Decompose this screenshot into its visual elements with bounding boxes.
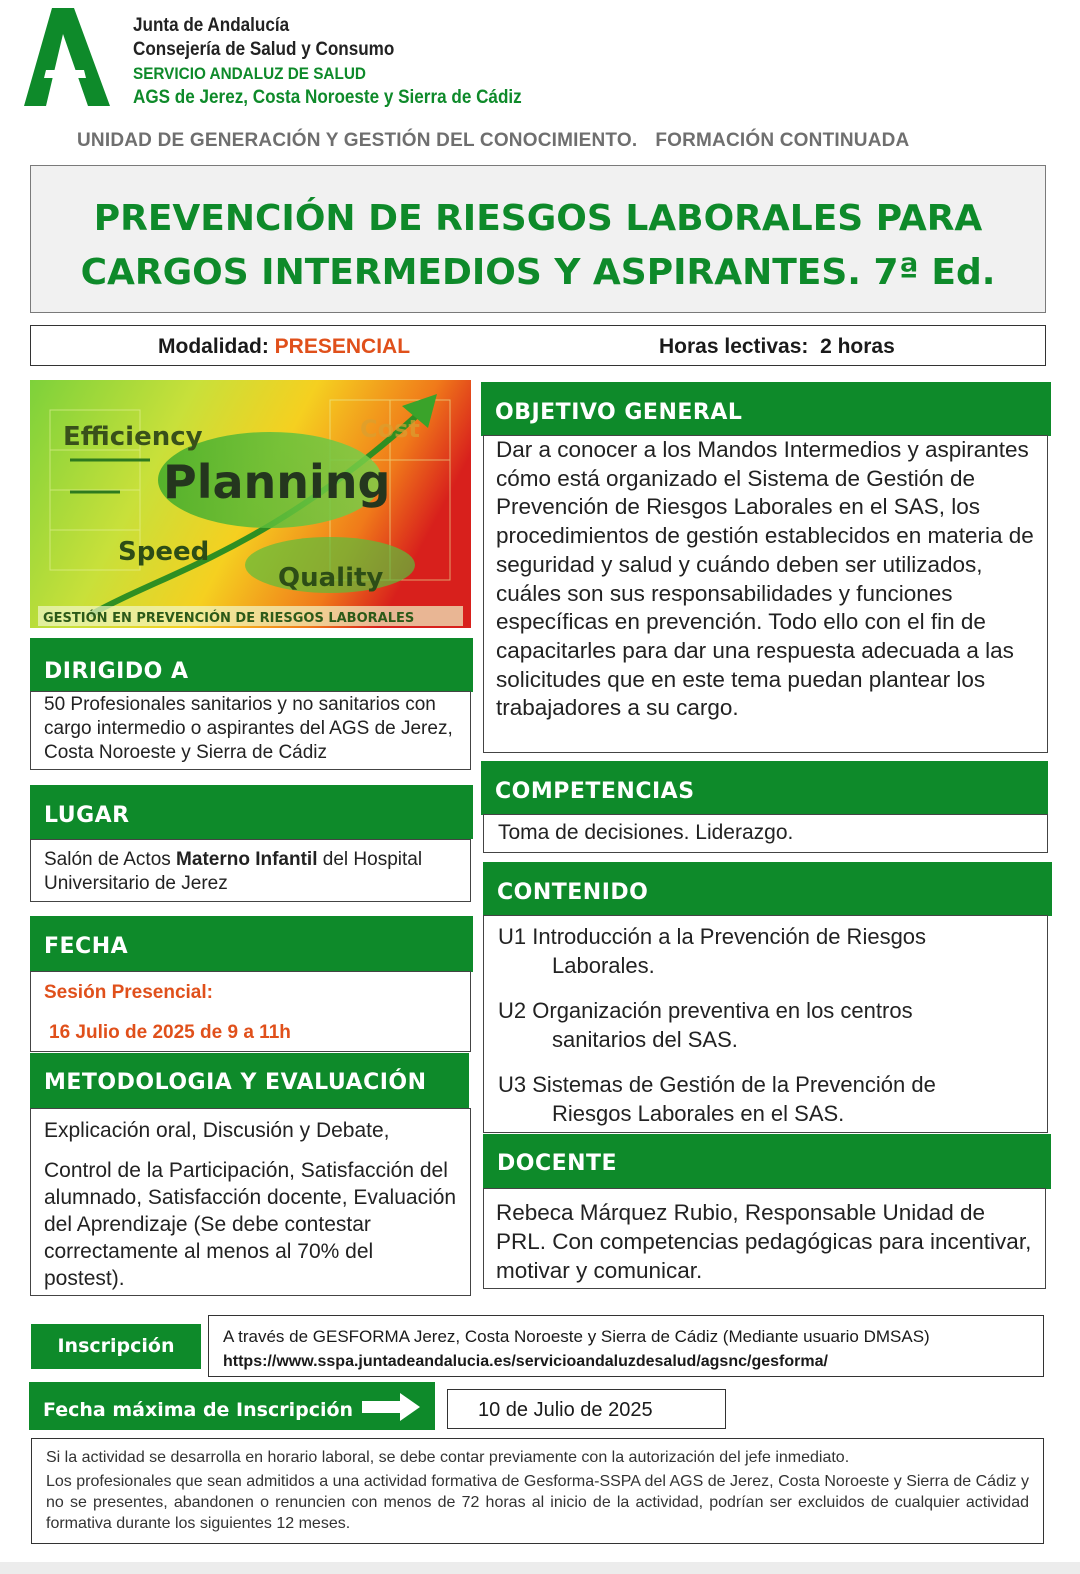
section-metodologia-heading: METODOLOGIA Y EVALUACIÓN [30, 1053, 469, 1109]
contenido-item [498, 922, 1037, 980]
contenido-item-text: Introducción a la Prevención de Riesgos [532, 924, 927, 949]
org-line-4: AGS de Jerez, Costa Noroeste y Sierra de Cádiz [133, 87, 522, 108]
section-dirigido-body [30, 691, 471, 770]
modality-value: PRESENCIAL [274, 335, 411, 358]
deadline-label: Fecha máxima de Inscripción [43, 1399, 354, 1421]
inscription-button[interactable]: Inscripción [31, 1324, 201, 1369]
contenido-item-cont: sanitarios del SAS. [552, 1027, 738, 1052]
modality-bar [30, 325, 1046, 366]
objetivo-text: Dar a conocer a los Mandos Intermedios y aspirantes cómo está organizado el Sistema de Gestión de Prevención de Riesgos Laborales en el SAS, los procedimientos de gestión establecidos en materia de seguridad y salud y cuándo deben ser utilizados, cuáles son sus responsabilidades y funciones específicas en prevención. Todo ello con el fin de capacitarles para dar una respuesta adecuada a las solicitudes que en este tema puedan plantear los trabajadores a su cargo. [496, 437, 1034, 721]
section-contenido-body [483, 915, 1048, 1133]
footer-notice [31, 1438, 1044, 1544]
illustration-caption: GESTIÓN EN PREVENCIÓN DE RIESGOS LABORALES [43, 611, 415, 626]
arrow-right-icon [362, 1392, 422, 1422]
section-fecha-heading: FECHA [30, 916, 473, 972]
metodologia-p1: Explicación oral, Discusión y Debate, [44, 1119, 390, 1142]
unit-subname: FORMACIÓN CONTINUADA [655, 130, 910, 151]
org-line-3: SERVICIO ANDALUZ DE SALUD [133, 64, 366, 83]
fecha-value: 16 Julio de 2025 de 9 a 11h [49, 1022, 291, 1043]
lugar-text-a: Salón de Actos [44, 849, 177, 870]
planning-illustration [30, 380, 471, 628]
unit-name: UNIDAD DE GENERACIÓN Y GESTIÓN DEL CONOCIMIENTO. [77, 130, 638, 151]
deadline-value: 10 de Julio de 2025 [447, 1389, 726, 1429]
title-line-2: CARGOS INTERMEDIOS Y ASPIRANTES. 7ª Ed. [80, 252, 996, 293]
junta-andalucia-logo [24, 8, 110, 108]
inscription-info [208, 1315, 1044, 1377]
illustration-word-cost: Cost [360, 415, 420, 443]
section-fecha-body [30, 971, 471, 1052]
title-line-1: PREVENCIÓN DE RIESGOS LABORALES PARA [93, 198, 983, 239]
org-line-2: Consejería de Salud y Consumo [133, 39, 395, 60]
section-contenido-heading: CONTENIDO [483, 862, 1052, 916]
illustration-word-speed: Speed [118, 537, 210, 567]
illustration-word-quality: Quality [278, 563, 384, 593]
unit-heading [77, 130, 927, 152]
section-competencias-heading: COMPETENCIAS [481, 761, 1048, 815]
contenido-item-text: Sistemas de Gestión de la Prevención de [532, 1072, 936, 1097]
section-dirigido-heading: DIRIGIDO A [30, 638, 473, 692]
contenido-item-code: U1 [498, 924, 527, 949]
section-lugar-heading: LUGAR [30, 785, 473, 839]
section-lugar-body [30, 839, 471, 902]
fecha-label: Sesión Presencial: [44, 982, 213, 1003]
contenido-item-code: U2 [498, 998, 527, 1023]
inscription-link[interactable]: https://www.sspa.juntadeandalucia.es/servicioandaluzdesalud/agsnc/gesforma/ [223, 1353, 828, 1370]
hours [659, 335, 895, 359]
section-competencias-body [483, 814, 1048, 853]
docente-text: Rebeca Márquez Rubio, Responsable Unidad de PRL. Con competencias pedagógicas para incentivar, motivar y comunicar. [496, 1200, 1032, 1283]
contenido-item-code: U3 [498, 1072, 527, 1097]
dirigido-text: 50 Profesionales sanitarios y no sanitarios con cargo intermedio o aspirantes del AGS de Jerez, Costa Noroeste y Sierra de Cádiz [44, 694, 453, 763]
footer-notice-p1: Si la actividad se desarrolla en horario laboral, se debe contar previamente con la autorización del jefe inmediato. [46, 1449, 850, 1466]
footer-notice-p2: Los profesionales que sean admitidos a una actividad formativa de Gesforma-SSPA del AGS de Jerez, Costa Noroeste y Sierra de Cádiz y no se presentes, abandonen o renuncien con menos de 72 horas al inicio de la actividad, podrían ser excluidos de cualquier actividad formativa durante los siguientes 12 meses. [46, 1473, 1029, 1532]
deadline-label-box [29, 1382, 435, 1430]
org-line-1: Junta de Andalucía [133, 15, 290, 36]
section-docente-body [483, 1188, 1046, 1289]
hours-value: 2 horas [820, 335, 895, 358]
contenido-item-text: Organización preventiva en los centros [532, 998, 913, 1023]
contenido-item-cont: Riesgos Laborales en el SAS. [552, 1101, 845, 1126]
lugar-text-b: Materno Infantil [176, 849, 318, 870]
section-objetivo-heading: OBJETIVO GENERAL [481, 382, 1051, 436]
inscription-text: A través de GESFORMA Jerez, Costa Noroeste y Sierra de Cádiz (Mediante usuario DMSAS) [223, 1327, 930, 1346]
section-objetivo-body [483, 435, 1048, 753]
lugar-text [44, 848, 458, 896]
illustration-word-planning: Planning [163, 455, 391, 509]
competencias-text: Toma de decisiones. Liderazgo. [498, 821, 794, 844]
illustration-word-efficiency: Efficiency [63, 422, 203, 452]
section-docente-heading: DOCENTE [483, 1134, 1051, 1189]
contenido-item [498, 996, 1037, 1054]
section-metodologia-body [30, 1108, 471, 1296]
modality-label: Modalidad: [158, 335, 269, 358]
course-title [30, 165, 1046, 313]
contenido-item-cont: Laborales. [552, 953, 655, 978]
metodologia-p2: Control de la Participación, Satisfacción del alumnado, Satisfacción docente, Evaluación del Aprendizaje (Se debe contestar correctamente al menos al 70% del postest). [44, 1159, 457, 1290]
hours-label: Horas lectivas: [659, 335, 809, 358]
lugar-text-c: del Hospital Universitario de Jerez [44, 849, 423, 894]
organization-block [133, 14, 565, 110]
contenido-item [498, 1070, 1037, 1128]
modality [158, 335, 410, 359]
